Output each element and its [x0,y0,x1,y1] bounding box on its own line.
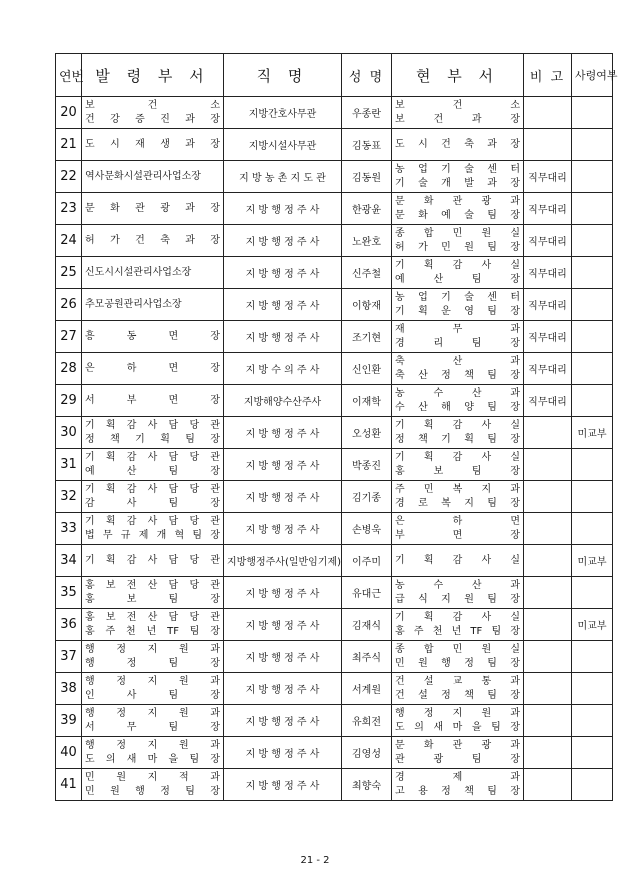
cell-line: 주 민 복 지 과 [395,483,520,495]
cell-line: 부 면 장 [395,529,520,541]
from-dept-cell [82,321,224,353]
table-row [56,129,613,161]
cell-line: 급 식 지 원 팀 장 [395,593,520,605]
note-cell [524,449,572,481]
current-dept-cell [392,737,524,769]
row-number: 24 [56,225,82,257]
note-cell [524,417,572,449]
note-cell [524,609,572,641]
note-cell [524,769,572,801]
cell-line: 허 가 민 원 팀 장 [395,241,520,253]
note-cell: 직무대리 [524,193,572,225]
cell-line: 행 정 지 원 과 [85,739,220,751]
residence-cell [572,353,613,385]
position-cell: 지 방 행 정 주 사 [224,481,342,513]
current-dept-cell [392,353,524,385]
position-cell: 지 방 행 정 주 사 [224,449,342,481]
name-cell: 신인환 [342,353,392,385]
name-cell: 노완호 [342,225,392,257]
table-row [56,449,613,481]
current-dept-cell [392,385,524,417]
cell-line: 허 가 건 축 과 장 [85,234,220,246]
cell-line: 민 원 행 정 팀 장 [395,657,520,669]
cell-line: 농 업 기 술 센 터 [395,291,520,303]
cell-line: 행 정 지 원 과 [85,643,220,655]
note-cell: 직무대리 [524,225,572,257]
name-cell: 이재학 [342,385,392,417]
table-row [56,609,613,641]
from-dept-cell [82,705,224,737]
from-dept-cell [82,673,224,705]
table-row [56,577,613,609]
table-row [56,161,613,193]
row-number: 27 [56,321,82,353]
name-cell: 조기현 [342,321,392,353]
cell-line: 인 사 팀 장 [85,689,220,701]
cell-line: 관 광 팀 장 [395,753,520,765]
cell-line: 기 획 감 사 실 [395,419,520,431]
name-cell: 박종진 [342,449,392,481]
cell-line: 예 산 팀 장 [395,273,520,285]
name-cell: 김동표 [342,129,392,161]
row-number: 31 [56,449,82,481]
table-row [56,737,613,769]
from-dept-cell [82,769,224,801]
residence-cell [572,129,613,161]
cell-line: 은 하 면 장 [85,362,220,374]
from-dept-cell [82,353,224,385]
position-cell: 지 방 행 정 주 사 [224,769,342,801]
current-dept-cell [392,161,524,193]
current-dept-cell [392,129,524,161]
note-cell [524,545,572,577]
cell-line: 홍 주 천 년 TF 팀 장 [85,625,220,637]
cell-line: 은 하 면 [395,515,520,527]
cell-line: 홍 보 팀 장 [395,465,520,477]
cell-line: 홍 주 천 년 TF 팀 장 [395,625,520,637]
table-row [56,417,613,449]
row-number: 23 [56,193,82,225]
residence-cell [572,193,613,225]
position-cell: 지 방 행 정 주 사 [224,417,342,449]
header-no: 연번 [56,54,82,97]
table-row [56,385,613,417]
cell-line: 서 무 팀 장 [85,721,220,733]
table-row [56,193,613,225]
name-cell: 신주철 [342,257,392,289]
from-dept-cell [82,481,224,513]
note-cell: 직무대리 [524,385,572,417]
row-number: 20 [56,97,82,129]
cell-line: 민 원 지 적 과 [85,771,220,783]
current-dept-cell [392,481,524,513]
row-number: 32 [56,481,82,513]
residence-cell [572,97,613,129]
row-number: 22 [56,161,82,193]
residence-cell [572,513,613,545]
row-number: 29 [56,385,82,417]
row-number: 33 [56,513,82,545]
cell-line: 재 무 과 [395,323,520,335]
cell-line: 건 설 교 통 과 [395,675,520,687]
from-dept-cell [82,193,224,225]
position-cell: 지 방 행 정 주 사 [224,737,342,769]
current-dept-cell [392,225,524,257]
residence-cell [572,641,613,673]
name-cell: 이주미 [342,545,392,577]
current-dept-cell [392,769,524,801]
cell-line: 기 술 개 발 과 장 [395,177,520,189]
position-cell: 지 방 행 정 주 사 [224,257,342,289]
from-dept-cell [82,513,224,545]
cell-line: 정 책 기 획 팀 장 [395,433,520,445]
cell-line: 기 획 감 사 담 당 관 [85,419,220,431]
note-cell [524,705,572,737]
note-cell [524,737,572,769]
cell-line: 보 건 소 [395,99,520,111]
cell-line: 경 로 복 지 팀 장 [395,497,520,509]
row-number: 37 [56,641,82,673]
cell-line: 기 획 감 사 실 [395,611,520,623]
current-dept-cell [392,673,524,705]
residence-cell: 미교부 [572,417,613,449]
note-cell: 직무대리 [524,257,572,289]
from-dept-cell [82,449,224,481]
current-dept-cell [392,641,524,673]
name-cell: 최향숙 [342,769,392,801]
current-dept-cell [392,545,524,577]
note-cell [524,129,572,161]
position-cell: 지 방 행 정 주 사 [224,193,342,225]
personnel-table [55,53,618,801]
row-number: 25 [56,257,82,289]
current-dept-cell [392,321,524,353]
row-number: 40 [56,737,82,769]
position-cell: 지방행정주사(일반임기제) [224,545,342,577]
row-number: 41 [56,769,82,801]
position-cell: 지방시설사무관 [224,129,342,161]
table-row [56,641,613,673]
cell-line: 흥 동 면 장 [85,330,220,342]
table-row [56,321,613,353]
position-cell: 지방간호사무관 [224,97,342,129]
page-number: 21 - 2 [300,855,330,866]
current-dept-cell [392,577,524,609]
current-dept-cell [392,609,524,641]
cell-line: 민 원 행 정 팀 장 [85,785,220,797]
name-cell: 우종란 [342,97,392,129]
table-row [56,545,613,577]
residence-cell [572,737,613,769]
cell-line: 추모공원관리사업소장 [85,298,182,310]
position-cell: 지 방 행 정 주 사 [224,609,342,641]
table-row [56,513,613,545]
cell-line: 행 정 지 원 과 [395,707,520,719]
note-cell: 직무대리 [524,353,572,385]
cell-line: 기 획 감 사 담 당 관 [85,451,220,463]
from-dept-cell [82,225,224,257]
row-number: 39 [56,705,82,737]
residence-cell [572,481,613,513]
cell-line: 홍 보 전 산 담 당 관 [85,579,220,591]
table-row [56,481,613,513]
cell-line: 문 화 관 광 과 [395,739,520,751]
cell-line: 농 수 산 과 [395,387,520,399]
cell-line: 문 화 관 광 과 [395,195,520,207]
cell-line: 기 획 감 사 담 당 관 [85,554,220,566]
position-cell: 지방해양수산주사 [224,385,342,417]
residence-cell [572,161,613,193]
current-dept-cell [392,417,524,449]
table-row [56,97,613,129]
name-cell: 김영성 [342,737,392,769]
from-dept-cell [82,417,224,449]
residence-cell [572,449,613,481]
position-cell: 지 방 행 정 주 사 [224,513,342,545]
cell-line: 행 정 지 원 과 [85,675,220,687]
table-row [56,289,613,321]
cell-line: 홍 보 전 산 담 당 관 [85,611,220,623]
note-cell: 직무대리 [524,289,572,321]
note-cell: 직무대리 [524,161,572,193]
current-dept-cell [392,193,524,225]
from-dept-cell [82,257,224,289]
cell-line: 도 의 새 마 을 팀 장 [395,721,520,733]
header-note: 비 고 [524,54,572,97]
table-row [56,673,613,705]
from-dept-cell [82,161,224,193]
cell-line: 서 부 면 장 [85,394,220,406]
name-cell: 김동원 [342,161,392,193]
cell-line: 신도시시설관리사업소장 [85,266,192,278]
residence-cell [572,705,613,737]
cell-line: 예 산 팀 장 [85,465,220,477]
residence-cell [572,257,613,289]
cell-line: 농 수 산 과 [395,579,520,591]
table-row [56,705,613,737]
residence-cell [572,673,613,705]
current-dept-cell [392,513,524,545]
from-dept-cell [82,97,224,129]
header-from-dept: 발 령 부 서 [82,54,224,97]
header-row [56,54,613,97]
cell-line: 행 정 지 원 과 [85,707,220,719]
current-dept-cell [392,449,524,481]
table-row [56,225,613,257]
from-dept-cell [82,609,224,641]
cell-line: 법 무 규 제 개 혁 팀 장 [85,529,220,541]
row-number: 21 [56,129,82,161]
cell-line: 기 획 감 사 담 당 관 [85,515,220,527]
cell-line: 도 시 재 생 과 장 [85,138,220,150]
row-number: 38 [56,673,82,705]
cell-line: 역사문화시설관리사업소장 [85,170,201,182]
from-dept-cell [82,385,224,417]
residence-cell [572,225,613,257]
residence-cell: 미교부 [572,545,613,577]
cell-line: 축 산 정 책 팀 장 [395,369,520,381]
header-name: 성 명 [342,54,392,97]
cell-line: 기 획 감 사 실 [395,554,520,566]
from-dept-cell [82,577,224,609]
row-number: 26 [56,289,82,321]
current-dept-cell [392,97,524,129]
position-cell: 지 방 행 정 주 사 [224,705,342,737]
row-number: 34 [56,545,82,577]
from-dept-cell [82,545,224,577]
cell-line: 감 사 팀 장 [85,497,220,509]
cell-line: 기 획 감 사 담 당 관 [85,483,220,495]
position-cell: 지 방 행 정 주 사 [224,641,342,673]
current-dept-cell [392,257,524,289]
name-cell: 김기종 [342,481,392,513]
cell-line: 고 용 정 책 팀 장 [395,785,520,797]
cell-line: 보 건 소 [85,99,220,111]
note-cell: 직무대리 [524,321,572,353]
row-number: 36 [56,609,82,641]
cell-line: 건 설 정 책 팀 장 [395,689,520,701]
note-cell [524,481,572,513]
residence-cell [572,769,613,801]
cell-line: 보 건 과 장 [395,113,520,125]
cell-line: 행 정 팀 장 [85,657,220,669]
cell-line: 문 화 관 광 과 장 [85,202,220,214]
from-dept-cell [82,289,224,321]
current-dept-cell [392,289,524,321]
cell-line: 종 합 민 원 실 [395,227,520,239]
header-residence: 사령여부 [572,54,613,97]
residence-cell [572,385,613,417]
cell-line: 기 획 감 사 실 [395,259,520,271]
cell-line: 도 시 건 축 과 장 [395,138,520,150]
cell-line: 건 강 증 진 과 장 [85,113,220,125]
residence-cell [572,289,613,321]
cell-line: 기 획 운 영 팀 장 [395,305,520,317]
table-row [56,257,613,289]
note-cell [524,577,572,609]
name-cell: 김재식 [342,609,392,641]
name-cell: 유희전 [342,705,392,737]
position-cell: 지 방 행 정 주 사 [224,577,342,609]
table-row [56,769,613,801]
position-cell: 지 방 농 촌 지 도 관 [224,161,342,193]
name-cell: 손병욱 [342,513,392,545]
position-cell: 지 방 행 정 주 사 [224,321,342,353]
table-row [56,353,613,385]
cell-line: 문 화 예 술 팀 장 [395,209,520,221]
name-cell: 이항재 [342,289,392,321]
from-dept-cell [82,129,224,161]
cell-line: 수 산 해 양 팀 장 [395,401,520,413]
note-cell [524,513,572,545]
from-dept-cell [82,641,224,673]
position-cell: 지 방 수 의 주 사 [224,353,342,385]
position-cell: 지 방 행 정 주 사 [224,289,342,321]
cell-line: 농 업 기 술 센 터 [395,163,520,175]
cell-line: 경 리 팀 장 [395,337,520,349]
cell-line: 종 합 민 원 실 [395,643,520,655]
residence-cell [572,577,613,609]
current-dept-cell [392,705,524,737]
cell-line: 기 획 감 사 실 [395,451,520,463]
residence-cell: 미교부 [572,609,613,641]
position-cell: 지 방 행 정 주 사 [224,225,342,257]
note-cell [524,97,572,129]
note-cell [524,673,572,705]
row-number: 30 [56,417,82,449]
cell-line: 정 책 기 획 팀 장 [85,433,220,445]
cell-line: 축 산 과 [395,355,520,367]
header-position: 직 명 [224,54,342,97]
cell-line: 경 제 과 [395,771,520,783]
residence-cell [572,321,613,353]
from-dept-cell [82,737,224,769]
name-cell: 한광윤 [342,193,392,225]
header-current-dept: 현 부 서 [392,54,524,97]
name-cell: 오성환 [342,417,392,449]
row-number: 28 [56,353,82,385]
cell-line: 도 의 새 마 을 팀 장 [85,753,220,765]
position-cell: 지 방 행 정 주 사 [224,673,342,705]
name-cell: 최주식 [342,641,392,673]
cell-line: 홍 보 팀 장 [85,593,220,605]
name-cell: 유대근 [342,577,392,609]
note-cell [524,641,572,673]
row-number: 35 [56,577,82,609]
name-cell: 서계원 [342,673,392,705]
